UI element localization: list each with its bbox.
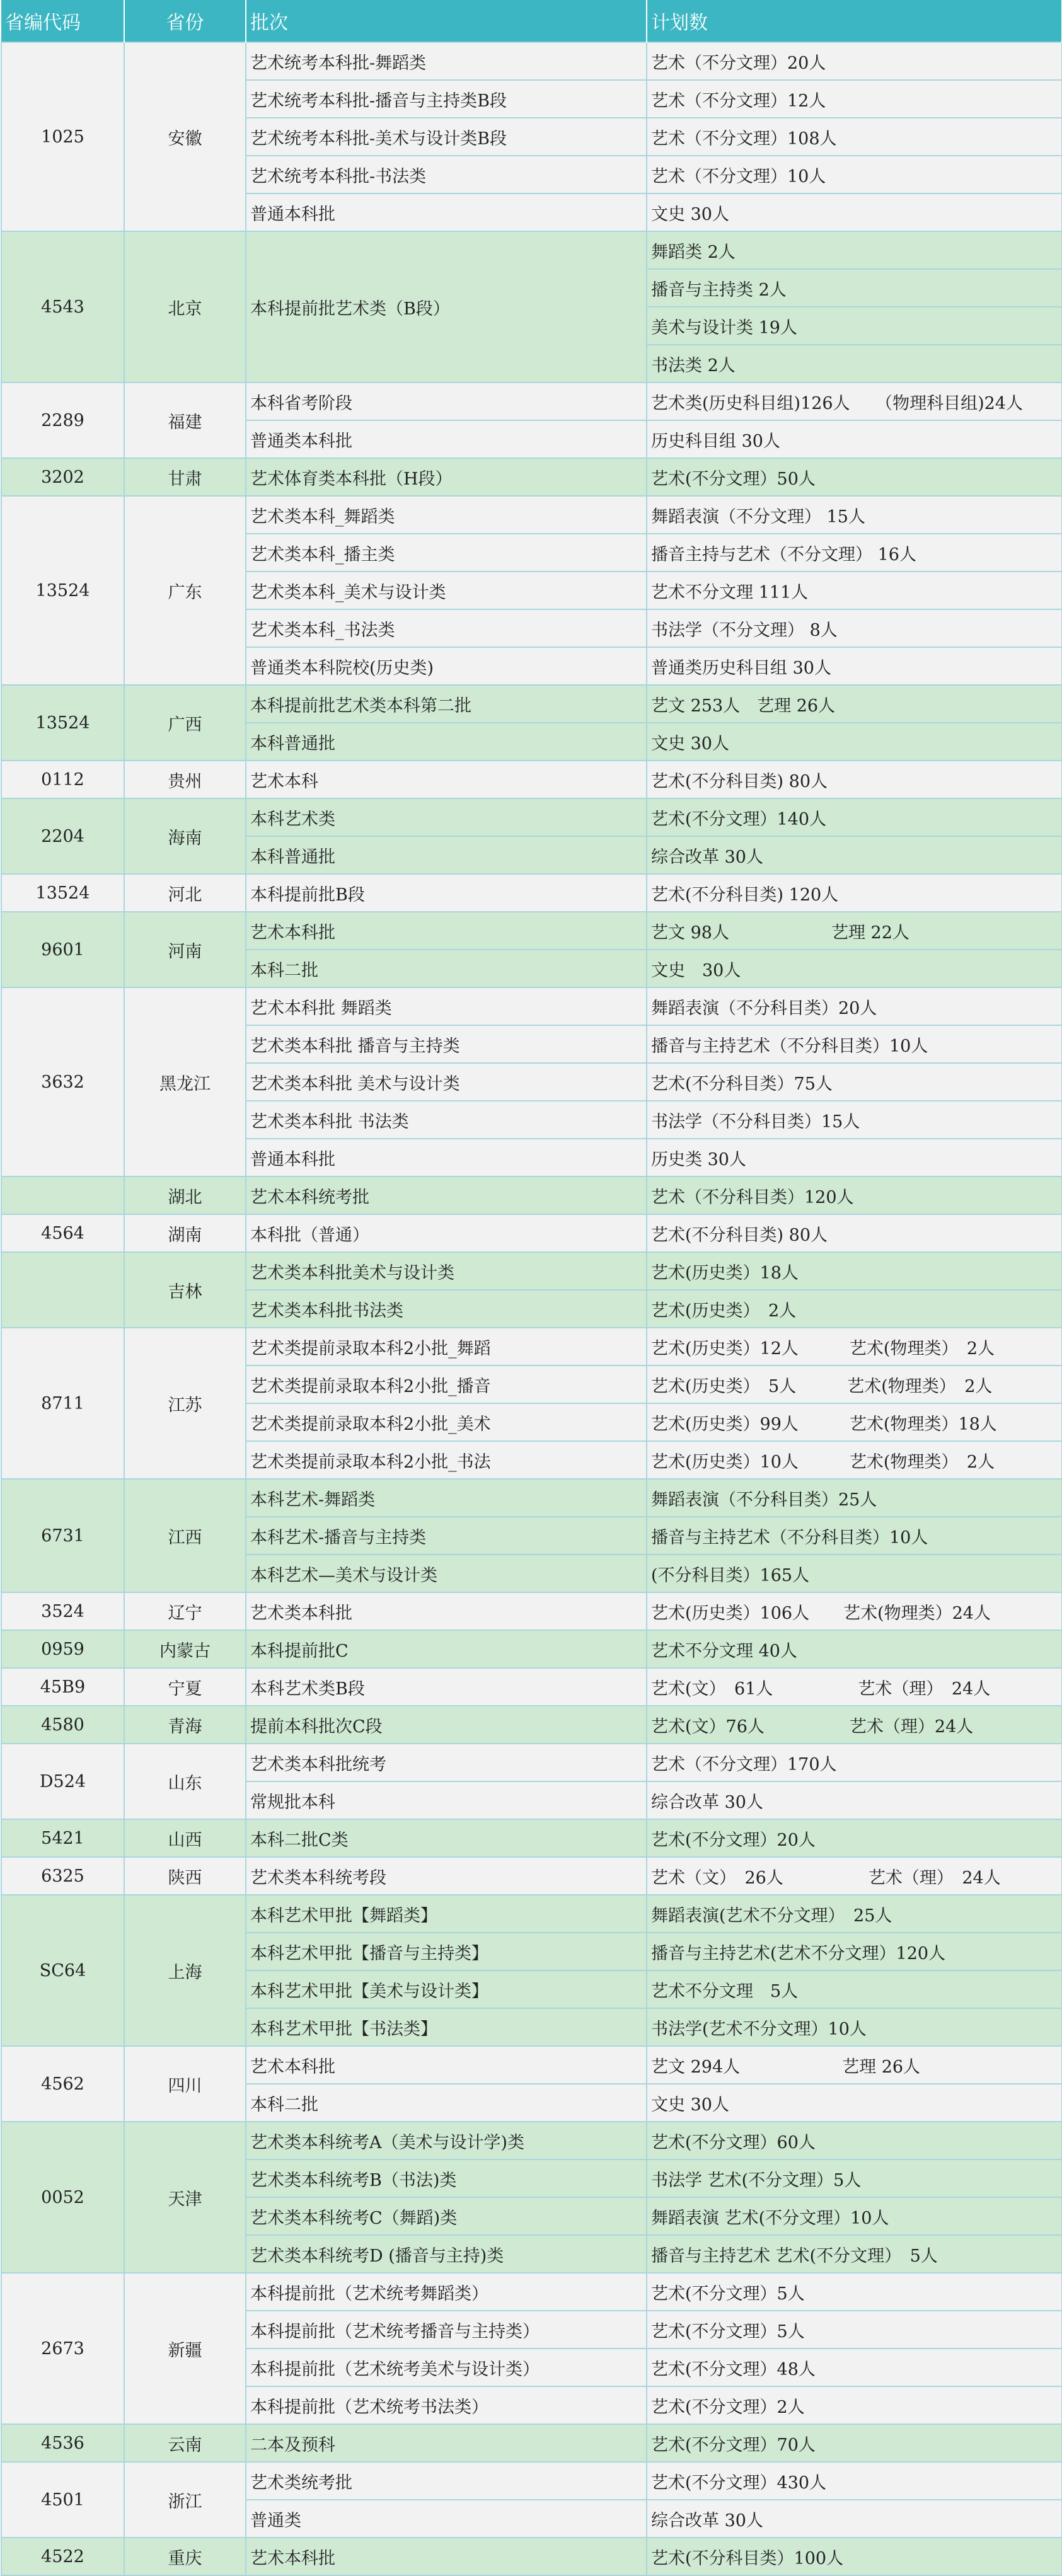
batch-cell: 本科艺术甲批【播音与主持类】 [246,1933,647,1970]
table-row [1,1592,1062,1630]
batch-cell: 艺术类本科统考A（美术与设计学)类 [246,2122,647,2159]
province-name-cell: 山东 [124,1744,246,1819]
table-row [1,1479,1062,1517]
plan-cell: 舞蹈表演 艺术(不分文理）10人 [647,2197,1062,2235]
batch-cell: 艺术类本科统考段 [246,1857,647,1895]
batch-cell: 艺术统考本科批-舞蹈类 [246,42,647,80]
batch-cell: 本科省考阶段 [246,382,647,420]
plan-cell: 艺术(历史类）10人 艺术(物理类） 2人 [647,1441,1062,1479]
plan-cell: 艺术(不分科目类）100人 [647,2538,1062,2575]
table-row [1,2122,1062,2159]
table-row [1,2424,1062,2462]
province-code-cell: 13524 [1,874,124,912]
plan-cell: 艺文 294人 艺理 26人 [647,2046,1062,2084]
table-row [1,987,1062,1025]
batch-cell: 艺术本科批 [246,2046,647,2084]
batch-cell: 二本及预科 [246,2424,647,2462]
province-code-cell: 2289 [1,382,124,458]
province-name-cell: 山西 [124,1819,246,1857]
table-row [1,1328,1062,1366]
province-name-cell: 江西 [124,1479,246,1592]
batch-cell: 本科批（普通） [246,1214,647,1252]
batch-cell: 艺术类本科_播主类 [246,534,647,572]
batch-cell: 本科提前批B段 [246,874,647,912]
table-row [1,2046,1062,2084]
plan-cell: 文史 30人 [647,193,1062,231]
plan-cell: 艺术(历史类） 2人 [647,1290,1062,1328]
plan-cell: 艺术（不分文理）20人 [647,42,1062,80]
plan-cell: 舞蹈表演（不分科目类）20人 [647,987,1062,1025]
province-name-cell: 上海 [124,1895,246,2046]
plan-cell: 综合改革 30人 [647,2500,1062,2538]
province-name-cell: 湖南 [124,1214,246,1252]
province-code-cell: 4536 [1,2424,124,2462]
batch-cell: 本科普通批 [246,723,647,761]
province-code-cell: 6325 [1,1857,124,1895]
batch-cell: 本科艺术—美术与设计类 [246,1555,647,1592]
province-name-cell: 云南 [124,2424,246,2462]
plan-cell: 舞蹈表演（不分文理） 15人 [647,496,1062,534]
batch-cell: 本科艺术类 [246,798,647,836]
batch-cell: 本科二批C类 [246,1819,647,1857]
plan-cell: 艺术(文） 61人 艺术（理） 24人 [647,1668,1062,1706]
table-row [1,1630,1062,1668]
province-code-cell: 3202 [1,458,124,496]
batch-cell: 艺术统考本科批-播音与主持类B段 [246,80,647,118]
plan-cell: (不分科目类）165人 [647,1555,1062,1592]
province-code-cell [1,1176,124,1214]
batch-cell: 艺术类提前录取本科2小批_舞蹈 [246,1328,647,1366]
batch-cell: 艺术类本科统考D (播音与主持)类 [246,2235,647,2273]
plan-cell: 艺术(历史类）99人 艺术(物理类）18人 [647,1403,1062,1441]
plan-cell: 舞蹈表演(艺术不分文理） 25人 [647,1895,1062,1933]
plan-cell: 艺术(不分文理）2人 [647,2386,1062,2424]
table-row [1,874,1062,912]
batch-cell: 常规批本科 [246,1781,647,1819]
table-header-row [1,0,1062,42]
province-code-cell: 0112 [1,761,124,798]
batch-cell: 艺术类本科批 播音与主持类 [246,1025,647,1063]
batch-cell: 普通类本科批 [246,420,647,458]
table-row [1,496,1062,534]
plan-cell: 文史 30人 [647,950,1062,987]
batch-cell: 艺术类本科统考B（书法)类 [246,2159,647,2197]
province-name-cell: 辽宁 [124,1592,246,1630]
province-code-cell: 4501 [1,2462,124,2538]
table-row [1,1668,1062,1706]
plan-cell: 艺术(不分文理）60人 [647,2122,1062,2159]
batch-cell: 艺术类本科批美术与设计类 [246,1252,647,1290]
batch-cell: 普通类 [246,2500,647,2538]
province-code-cell: 0052 [1,2122,124,2273]
batch-cell: 本科艺术类B段 [246,1668,647,1706]
batch-cell: 艺术类本科_美术与设计类 [246,572,647,609]
province-name-cell: 福建 [124,382,246,458]
province-name-cell: 吉林 [124,1252,246,1328]
province-code-cell: 3524 [1,1592,124,1630]
table-row [1,1214,1062,1252]
batch-cell: 本科艺术甲批【书法类】 [246,2008,647,2046]
plan-cell: 艺文 253人 艺理 26人 [647,685,1062,723]
plan-cell: 艺术(历史类） 5人 艺术(物理类） 2人 [647,1366,1062,1403]
plan-cell: 播音与主持艺术（不分科目类）10人 [647,1517,1062,1555]
plan-cell: 书法学 艺术(不分文理）5人 [647,2159,1062,2197]
plan-cell: 书法类 2人 [647,345,1062,382]
plan-cell: 艺术（不分文理）170人 [647,1744,1062,1781]
province-code-cell: 13524 [1,685,124,761]
plan-cell: 文史 30人 [647,2084,1062,2122]
province-code-cell: 2673 [1,2273,124,2424]
table-row [1,1819,1062,1857]
plan-cell: 艺术(文）76人 艺术（理）24人 [647,1706,1062,1744]
plan-cell: 播音与主持类 2人 [647,269,1062,307]
batch-cell: 艺术本科批 [246,2538,647,2575]
plan-cell: 历史科目组 30人 [647,420,1062,458]
province-code-cell: 4562 [1,2046,124,2122]
batch-cell: 艺术类本科批 [246,1592,647,1630]
batch-cell: 艺术类本科批统考 [246,1744,647,1781]
province-code-cell: SC64 [1,1895,124,2046]
plan-cell: 播音与主持艺术 艺术(不分文理） 5人 [647,2235,1062,2273]
plan-cell: 艺术不分文理 5人 [647,1970,1062,2008]
batch-cell: 本科提前批艺术类（B段） [246,231,647,382]
plan-cell: 艺术（不分文理）10人 [647,156,1062,193]
header-plan: 计划数 [647,0,1062,42]
table-row [1,1252,1062,1290]
province-name-cell: 广西 [124,685,246,761]
batch-cell: 本科艺术甲批【美术与设计类】 [246,1970,647,2008]
batch-cell: 艺术本科统考批 [246,1176,647,1214]
batch-cell: 本科提前批（艺术统考舞蹈类） [246,2273,647,2311]
plan-cell: 艺术（文） 26人 艺术（理） 24人 [647,1857,1062,1895]
plan-cell: 艺术（不分文理）108人 [647,118,1062,156]
batch-cell: 本科艺术-舞蹈类 [246,1479,647,1517]
province-name-cell: 四川 [124,2046,246,2122]
batch-cell: 本科艺术甲批【舞蹈类】 [246,1895,647,1933]
province-code-cell: 5421 [1,1819,124,1857]
plan-cell: 播音与主持艺术（不分科目类）10人 [647,1025,1062,1063]
table-row [1,1744,1062,1781]
plan-cell: 艺文 98人 艺理 22人 [647,912,1062,950]
table-row [1,382,1062,420]
batch-cell: 艺术类提前录取本科2小批_播音 [246,1366,647,1403]
batch-cell: 艺术本科批 [246,912,647,950]
table-row [1,685,1062,723]
province-code-cell: 3632 [1,987,124,1176]
province-code-cell: 45B9 [1,1668,124,1706]
batch-cell: 艺术类统考批 [246,2462,647,2500]
plan-cell: 艺术类(历史科目组)126人 （物理科目组)24人 [647,382,1062,420]
province-code-cell: 13524 [1,496,124,685]
plan-cell: 艺术（不分文理）12人 [647,80,1062,118]
batch-cell: 本科提前批（艺术统考播音与主持类） [246,2311,647,2349]
batch-cell: 艺术类本科批书法类 [246,1290,647,1328]
table-row [1,2273,1062,2311]
table-row [1,912,1062,950]
batch-cell: 提前本科批次C段 [246,1706,647,1744]
plan-cell: 播音与主持艺术(艺术不分文理）120人 [647,1933,1062,1970]
table-row [1,1857,1062,1895]
plan-cell: 普通类历史科目组 30人 [647,647,1062,685]
table-row [1,2462,1062,2500]
plan-cell: 综合改革 30人 [647,836,1062,874]
plan-cell: 艺术不分文理 40人 [647,1630,1062,1668]
table-row [1,798,1062,836]
province-name-cell: 重庆 [124,2538,246,2575]
batch-cell: 本科提前批艺术类本科第二批 [246,685,647,723]
plan-cell: 艺术(不分文理）430人 [647,2462,1062,2500]
province-name-cell: 河南 [124,912,246,987]
province-name-cell: 甘肃 [124,458,246,496]
plan-cell: 艺术(不分文理）50人 [647,458,1062,496]
plan-cell: 书法学（不分文理） 8人 [647,609,1062,647]
plan-cell: 艺术(历史类）18人 [647,1252,1062,1290]
batch-cell: 普通本科批 [246,193,647,231]
plan-cell: 艺术(不分文理）48人 [647,2349,1062,2386]
batch-cell: 艺术类提前录取本科2小批_书法 [246,1441,647,1479]
province-code-cell: 8711 [1,1328,124,1479]
plan-cell: 艺术(历史类）106人 艺术(物理类）24人 [647,1592,1062,1630]
batch-cell: 本科普通批 [246,836,647,874]
plan-cell: 舞蹈表演（不分科目类）25人 [647,1479,1062,1517]
plan-cell: 艺术(不分科目类) 80人 [647,761,1062,798]
province-code-cell: 4543 [1,231,124,382]
plan-cell: 文史 30人 [647,723,1062,761]
table-row [1,1176,1062,1214]
province-name-cell: 贵州 [124,761,246,798]
batch-cell: 本科艺术-播音与主持类 [246,1517,647,1555]
plan-cell: 艺术(不分文理）140人 [647,798,1062,836]
province-code-cell: 0959 [1,1630,124,1668]
batch-cell: 艺术类本科_舞蹈类 [246,496,647,534]
province-name-cell: 宁夏 [124,1668,246,1706]
plan-cell: 舞蹈类 2人 [647,231,1062,269]
plan-cell: 艺术(历史类）12人 艺术(物理类） 2人 [647,1328,1062,1366]
province-code-cell: 2204 [1,798,124,874]
table-row [1,231,1062,269]
province-code-cell: 4580 [1,1706,124,1744]
batch-cell: 艺术类本科批 美术与设计类 [246,1063,647,1101]
province-code-cell: 9601 [1,912,124,987]
batch-cell: 艺术类本科_书法类 [246,609,647,647]
plan-cell: 书法学（不分科目类）15人 [647,1101,1062,1139]
province-name-cell: 广东 [124,496,246,685]
plan-cell: 综合改革 30人 [647,1781,1062,1819]
plan-cell: 美术与设计类 19人 [647,307,1062,345]
plan-cell: 艺术(不分文理）5人 [647,2311,1062,2349]
table-row [1,2538,1062,2575]
province-code-cell: 4564 [1,1214,124,1252]
enrollment-plan-table [1,0,1062,2576]
plan-cell: 艺术(不分科目类) 120人 [647,874,1062,912]
batch-cell: 艺术统考本科批-书法类 [246,156,647,193]
table-row [1,1895,1062,1933]
batch-cell: 普通本科批 [246,1139,647,1176]
province-code-cell: D524 [1,1744,124,1819]
province-code-cell [1,1252,124,1328]
province-code-cell: 1025 [1,42,124,231]
plan-cell: 书法学(艺术不分文理）10人 [647,2008,1062,2046]
province-name-cell: 内蒙古 [124,1630,246,1668]
table-row [1,761,1062,798]
province-name-cell: 天津 [124,2122,246,2273]
header-province: 省份 [124,0,246,42]
batch-cell: 艺术类本科统考C（舞蹈)类 [246,2197,647,2235]
province-code-cell: 6731 [1,1479,124,1592]
batch-cell: 艺术本科 [246,761,647,798]
province-code-cell: 4522 [1,2538,124,2575]
province-name-cell: 湖北 [124,1176,246,1214]
plan-cell: 艺术(不分文理）5人 [647,2273,1062,2311]
batch-cell: 普通类本科院校(历史类) [246,647,647,685]
batch-cell: 本科二批 [246,2084,647,2122]
table-row [1,42,1062,80]
province-name-cell: 浙江 [124,2462,246,2538]
batch-cell: 本科提前批（艺术统考美术与设计类） [246,2349,647,2386]
province-name-cell: 北京 [124,231,246,382]
province-name-cell: 新疆 [124,2273,246,2424]
plan-cell: 艺术不分文理 111人 [647,572,1062,609]
table-row [1,1706,1062,1744]
plan-cell: 艺术(不分科目类) 80人 [647,1214,1062,1252]
plan-cell: 播音主持与艺术（不分文理） 16人 [647,534,1062,572]
batch-cell: 艺术统考本科批-美术与设计类B段 [246,118,647,156]
batch-cell: 艺术类本科批 书法类 [246,1101,647,1139]
province-name-cell: 陕西 [124,1857,246,1895]
plan-cell: 艺术(不分文理）70人 [647,2424,1062,2462]
batch-cell: 艺术本科批 舞蹈类 [246,987,647,1025]
plan-cell: 艺术(不分科目类）75人 [647,1063,1062,1101]
table-body [1,42,1062,2575]
batch-cell: 艺术类提前录取本科2小批_美术 [246,1403,647,1441]
province-name-cell: 河北 [124,874,246,912]
header-batch: 批次 [246,0,647,42]
province-name-cell: 海南 [124,798,246,874]
batch-cell: 本科提前批（艺术统考书法类） [246,2386,647,2424]
header-code: 省编代码 [1,0,124,42]
province-name-cell: 黑龙江 [124,987,246,1176]
province-name-cell: 青海 [124,1706,246,1744]
table-row [1,458,1062,496]
province-name-cell: 安徽 [124,42,246,231]
plan-cell: 艺术(不分文理）20人 [647,1819,1062,1857]
batch-cell: 艺术体育类本科批（H段） [246,458,647,496]
batch-cell: 本科二批 [246,950,647,987]
batch-cell: 本科提前批C [246,1630,647,1668]
province-name-cell: 江苏 [124,1328,246,1479]
plan-cell: 历史类 30人 [647,1139,1062,1176]
plan-cell: 艺术（不分科目类）120人 [647,1176,1062,1214]
